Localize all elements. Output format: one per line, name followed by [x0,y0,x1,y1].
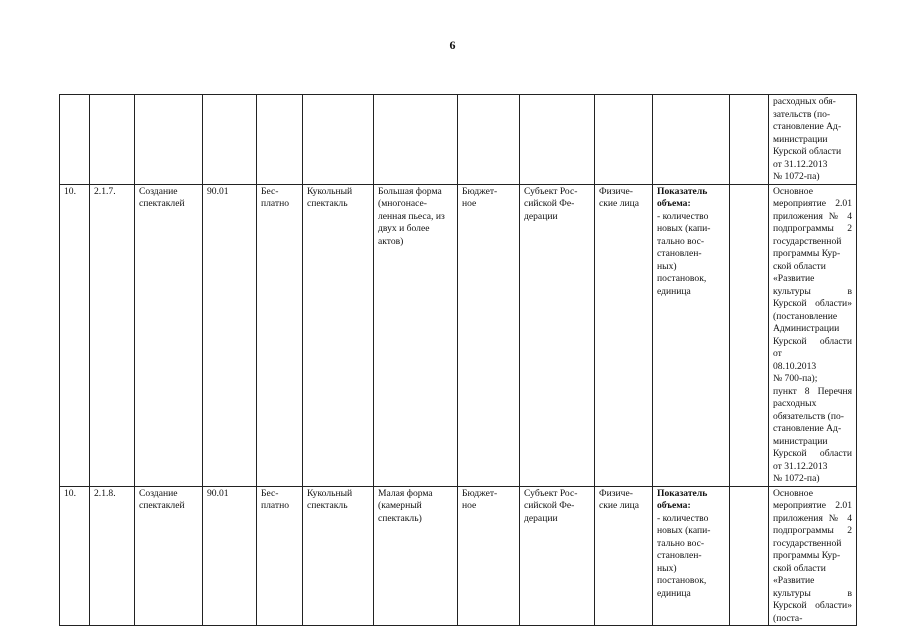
basis-line: «Развитие культуры в Курской области» (постановление Администрации Курской области от [773,273,852,359]
cell-code: 2.1.7. [90,184,135,486]
cell-empty [135,95,203,185]
cell-legal-basis-continuation [769,95,857,185]
cell-kind: Кукольный спектакль [303,486,374,626]
cell-empty [653,95,730,185]
basis-line: № 1072-па) [773,473,820,484]
cell-consumers: Физиче- ские лица [595,486,653,626]
basis-line: становление Ад- [773,423,842,434]
indicator-text: - количество новых (капи- тально вос- становлен- ных) постановок, единица [657,512,711,599]
cell-empty [520,95,595,185]
cell-okved: 90.01 [203,486,257,626]
basis-line: 08.10.2013 [773,360,817,372]
basis-line: Курской области [773,146,842,157]
cell-number: 10. [60,486,90,626]
cell-payment: Бес- платно [257,486,303,626]
cell-payment: Бес- платно [257,184,303,486]
cell-founder: Субъект Рос- сийской Фе- дерации [520,486,595,626]
cell-legal-basis [769,184,857,486]
indicator-text: - количество новых (капи- тально вос- становлен- ных) постановок, единица [657,210,711,297]
basis-line: пункт 8 Перечня расходных обязательств (по- [773,385,852,422]
basis-line: Основное мероприятие 2.01 приложения № 4 подпрограммы 2 государственной программы Кур- [773,487,852,561]
cell-indicator [653,486,730,626]
cell-form: Малая форма (камерный спектакль) [374,486,458,626]
cell-form: Большая форма (многонасе- ленная пьеса, из двух и более актов) [374,184,458,486]
cell-founder: Субъект Рос- сийской Фе- дерации [520,184,595,486]
cell-kind: Кукольный спектакль [303,184,374,486]
cell-consumers: Физиче- ские лица [595,184,653,486]
cell-service-name: Создание спектаклей [135,184,203,486]
cell-empty [730,184,769,486]
cell-empty [257,95,303,185]
cell-empty [730,486,769,626]
cell-budget: Бюджет- ное [458,184,520,486]
table-row [60,486,857,626]
basis-line: Основное мероприятие 2.01 приложения № 4 подпрограммы 2 государственной программы Кур- [773,185,852,259]
table-row-continuation [60,95,857,185]
cell-okved: 90.01 [203,184,257,486]
basis-line: становление Ад- [773,121,842,132]
basis-line: министрации [773,133,828,145]
basis-line: расходных обя- [773,96,836,107]
basis-line: № 1072-па) [773,171,820,182]
cell-empty [595,95,653,185]
cell-empty [303,95,374,185]
basis-line: «Развитие культуры в Курской области» (поста- [773,575,852,624]
basis-line: зательств (по- [773,108,831,120]
basis-line: Курской области от 31.12.2013 [773,448,852,472]
cell-service-name: Создание спектаклей [135,486,203,626]
cell-empty [374,95,458,185]
basis-line: № 700-па); [773,373,818,384]
cell-empty [203,95,257,185]
cell-empty [90,95,135,185]
cell-legal-basis [769,486,857,626]
basis-line: ской области [773,562,826,574]
table-row [60,184,857,486]
cell-indicator [653,184,730,486]
cell-empty [60,95,90,185]
cell-number: 10. [60,184,90,486]
indicator-title: Показатель объема: [657,185,708,209]
basis-line: ской области [773,260,826,272]
indicator-title: Показатель объема: [657,487,708,511]
basis-line: министрации [773,435,828,447]
services-table [59,94,857,626]
basis-line: от 31.12.2013 [773,158,828,170]
cell-empty [730,95,769,185]
cell-budget: Бюджет- ное [458,486,520,626]
page-number: 6 [449,38,456,52]
cell-empty [458,95,520,185]
cell-code: 2.1.8. [90,486,135,626]
